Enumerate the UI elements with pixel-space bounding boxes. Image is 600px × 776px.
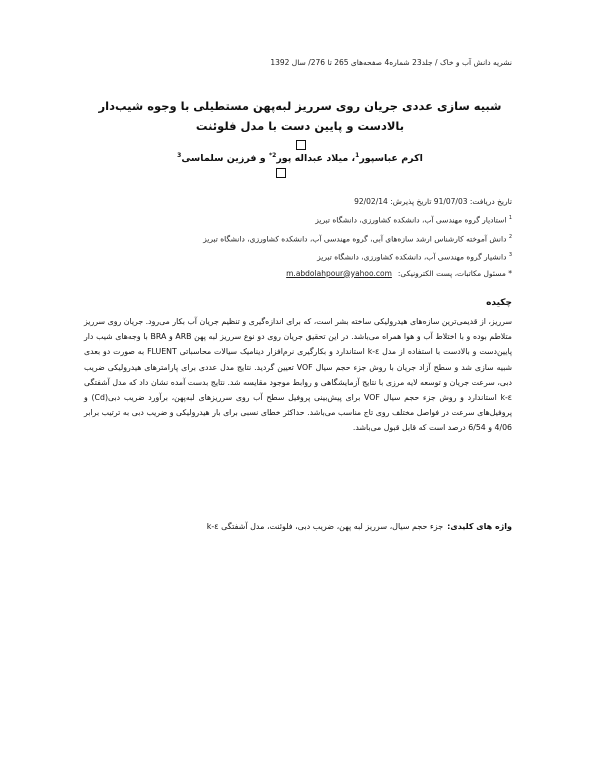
article-metadata	[88, 194, 512, 282]
abstract-text: سرریز، از قدیمی‌ترین سازه‌های هیدرولیکی ساخته بشر است، که برای اندازه‌گیری و تنظیم جریان آب بکار می‌رود. جریان روی سرریز متلاطم بوده و با اختلاط آب و هوا همراه می‌باشد. در این تحقیق جریان روی دو نوع سرریز لبه پهن ARB و BRA با وجه‌های شیب دار پایین‌دست و بالادست با استفاده از مدل k-ε استاندارد و بکارگیری نرم‌افزار دینامیک سیالات محاسباتی FLUENT به صورت دو بعدی شبیه سازی شد و سطح آزاد جریان با روش جزء حجم سیال VOF تعیین گردید. نتایج مدل عددی برای پارامترهای هیدرولیکی ضریب دبی، سرعت جریان و توسعه لایه مرزی با نتایج آزمایشگاهی و روابط موجود مقایسه شد. نتایج بدست آمده نشان داد که مدل آشفتگی k-ε استاندارد و روش جزء حجم سیال VOF برای پیش‌بینی پروفیل سطح آب روی سرریزهای لبه‌پهن، برآورد ضریب دبی(Cd) و پروفیل‌های سرعت در فواصل مختلف روی تاج مناسب می‌باشد. حداکثر خطای نسبی برای بار هیدرولیکی و ضریب دبی به ترتیب برابر 4/06 و 6/54 درصد است که قابل قبول می‌باشد.	[84, 317, 512, 433]
affiliation-1: $^1$ استادیار گروه مهندسی آب، دانشکده کشاورزی، دانشگاه تبریز	[315, 215, 512, 225]
affiliation-3: $^3$ دانشیار گروه مهندسی آب، دانشکده کشاورزی، دانشگاه تبریز	[317, 252, 512, 262]
affiliation-2: $^2$ دانش آموخته کارشناس ارشد سازه‌های آبی، گروه مهندسی آب، دانشکده کشاورزی، دانشگاه تبریز	[203, 233, 512, 243]
author-2-name: میلاد عبداله پور	[276, 153, 349, 165]
keywords-line	[88, 522, 512, 531]
author-separator: و	[256, 153, 269, 165]
corresponding-author: * مسئول مکاتبات، پست الکترونیکی:m.abdolahpour@yahoo.com	[286, 268, 512, 278]
author-1-mark: 1	[355, 152, 360, 159]
author-3-mark: 3	[177, 152, 182, 159]
journal-header: نشریه دانش آب و خاک / جلد23 شماره4 صفحه‌های 265 تا 276/ سال 1392	[270, 58, 512, 67]
author-1-name: اکرم عباسپور	[359, 153, 423, 165]
author-2-mark: 2*	[268, 152, 277, 159]
missing-glyph-box-icon	[276, 168, 286, 178]
received-accepted-dates: تاریخ دریافت: 91/07/03 تاریخ پذیرش: 92/02/14	[354, 197, 512, 206]
corresponding-email-link[interactable]: m.abdolahpour@yahoo.com	[286, 268, 392, 278]
missing-glyph-box-icon	[296, 140, 306, 150]
keywords-text: جزء حجم سیال، سرریز لبه پهن، ضریب دبی، فلوئنت، مدل آشفتگی k-ε	[206, 522, 444, 531]
keywords-label: واژه های کلیدی:	[447, 522, 512, 531]
author-separator: ،	[351, 153, 356, 165]
paper-title: شبیه سازی عددی جریان روی سرریز لبه‌پهن مستطیلی با وجوه شیب‌دار بالادست و پایین دست با مدل فلوئنت	[98, 99, 502, 133]
abstract-heading: چکیده	[486, 298, 512, 308]
author-line	[120, 152, 480, 164]
author-3-name: فرزین سلماسی	[181, 153, 257, 165]
